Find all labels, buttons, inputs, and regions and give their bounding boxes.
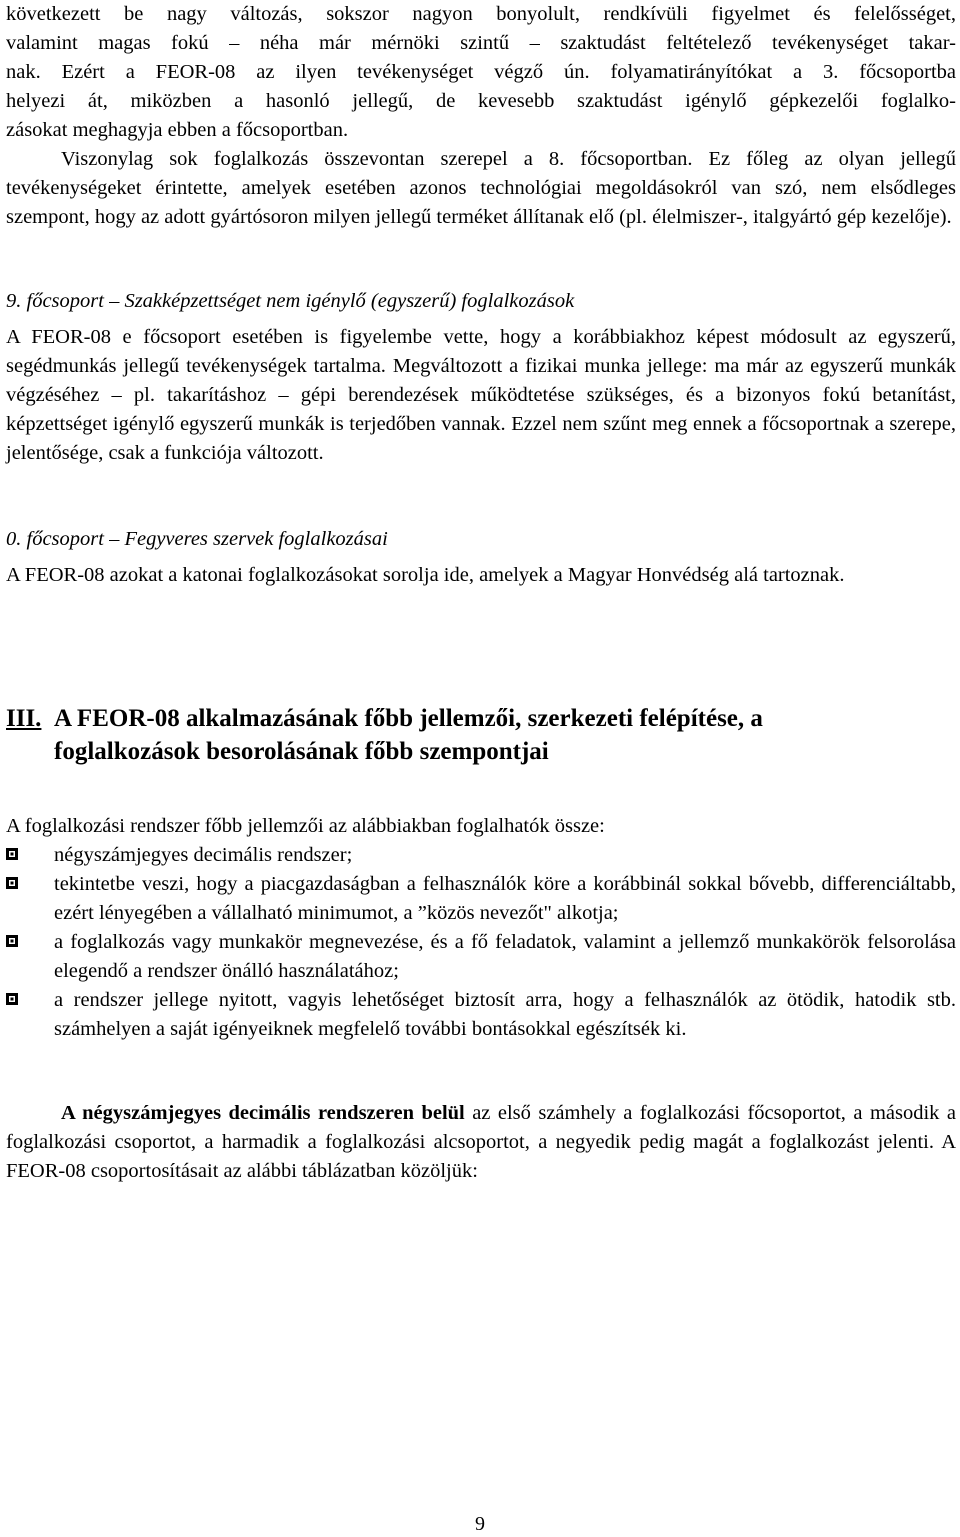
chapter-title-line1: A FEOR-08 alkalmazásának főbb jellemzői, szerkezeti felépítése, a: [54, 705, 763, 732]
features-list: [6, 841, 956, 1044]
features-section: [6, 812, 956, 1044]
paragraph-decimal-system: [6, 1099, 956, 1186]
chapter-number: III.: [6, 705, 42, 732]
decimal-bold-text: A négyszámjegyes decimális rendszeren belül: [61, 1102, 465, 1124]
list-item-text: a rendszer jellege nyitott, vagyis lehetőséget biztosít arra, hogy a felhasználók az ötödik, hatodik stb. számhelyen a saját igényeiknek megfelelő további bontásokkal egészítsék ki.: [54, 989, 956, 1040]
chapter-title: [6, 702, 936, 768]
chapter-title-line2: foglalkozások besorolásának főbb szempontjai: [54, 738, 549, 765]
section-body-9: A FEOR-08 e főcsoport esetében is figyelembe vette, hogy a korábbiakhoz képest módosult az egyszerű, segédmunkás jellegű tevékenységek tartalma. Megváltozott a fizikai munka jellege: ma már az egyszerű munkák végzéséhez – pl. takarításhoz – gépi berendezések működtetése szükséges, és a bizonyos fokú betanítást, képzettséget igénylő egyszerű munkák is terjedőben vannak. Ezzel nem szűnt meg ennek a főcsoportnak a szerepe, jelentősége, csak a funkciója változott.: [6, 326, 956, 464]
decimal-rest-text: az első számhely a foglalkozási főcsoportot, a második a foglalkozási csoportot, a harmadik a foglalkozási alcsoportot, a negyedik pedig magát a foglalkozást jelenti. A FEOR-08 csoportosításait az alábbi táblázatban közöljük:: [6, 1102, 956, 1182]
list-item: [6, 870, 956, 928]
list-item: [6, 986, 956, 1044]
paragraph-intro: [6, 0, 956, 145]
text-line: következett be nagy változás, sokszor nagyon bonyolult, rendkívüli figyelmet és felelősséget,: [6, 3, 956, 25]
section-heading-0: 0. főcsoport – Fegyveres szervek foglalkozásai: [6, 528, 388, 550]
features-intro: A foglalkozási rendszer főbb jellemzői az alábbiakban foglalhatók össze:: [6, 815, 605, 837]
list-item-text: négyszámjegyes decimális rendszer;: [54, 844, 353, 866]
square-bullet-icon: [6, 877, 18, 889]
square-bullet-icon: [6, 993, 18, 1005]
list-item-text: a foglalkozás vagy munkakör megnevezése, és a fő feladatok, valamint a jellemző munkakörök felsorolása elegendő a rendszer önálló használatához;: [54, 931, 956, 982]
text-line: valamint magas fokú – néha már mérnöki szintű – szaktudást feltételező tevékenységet takar-: [6, 32, 956, 54]
paragraph-group8: Viszonylag sok foglalkozás összevontan szerepel a 8. főcsoportban. Ez főleg az olyan jellegű tevékenységeket érintette, amelyek esetében azonos technológiai megoldásokról van szó, nem elsődleges szempont, hogy az adott gyártósoron milyen jellegű terméket állítanak elő (pl. élelmiszer-, italgyártó gép kezelője).: [6, 148, 956, 228]
section-body-0: A FEOR-08 azokat a katonai foglalkozásokat sorolja ide, amelyek a Magyar Honvédség alá tartoznak.: [6, 564, 845, 586]
list-item-text: tekintetbe veszi, hogy a piacgazdaságban a felhasználók köre a korábbinál sokkal bővebb, differenciáltabb, ezért lényegében a vállalható minimumot, a ”közös nevezőt" alkotja;: [54, 873, 956, 924]
text-line: zásokat meghagyja ebben a főcsoportban.: [6, 119, 349, 141]
section-heading-9: 9. főcsoport – Szakképzettséget nem igénylő (egyszerű) foglalkozások: [6, 290, 575, 312]
square-bullet-icon: [6, 848, 18, 860]
page-number: 9: [475, 1513, 485, 1535]
text-line: nak. Ezért a FEOR-08 az ilyen tevékenységet végző ún. folyamatirányítókat a 3. főcsoportba: [6, 61, 956, 83]
text-line: helyezi át, miközben a hasonló jellegű, de kevesebb szaktudást igénylő gépkezelői foglalko-: [6, 90, 956, 112]
list-item: [6, 841, 956, 870]
list-item: [6, 928, 956, 986]
square-bullet-icon: [6, 935, 18, 947]
